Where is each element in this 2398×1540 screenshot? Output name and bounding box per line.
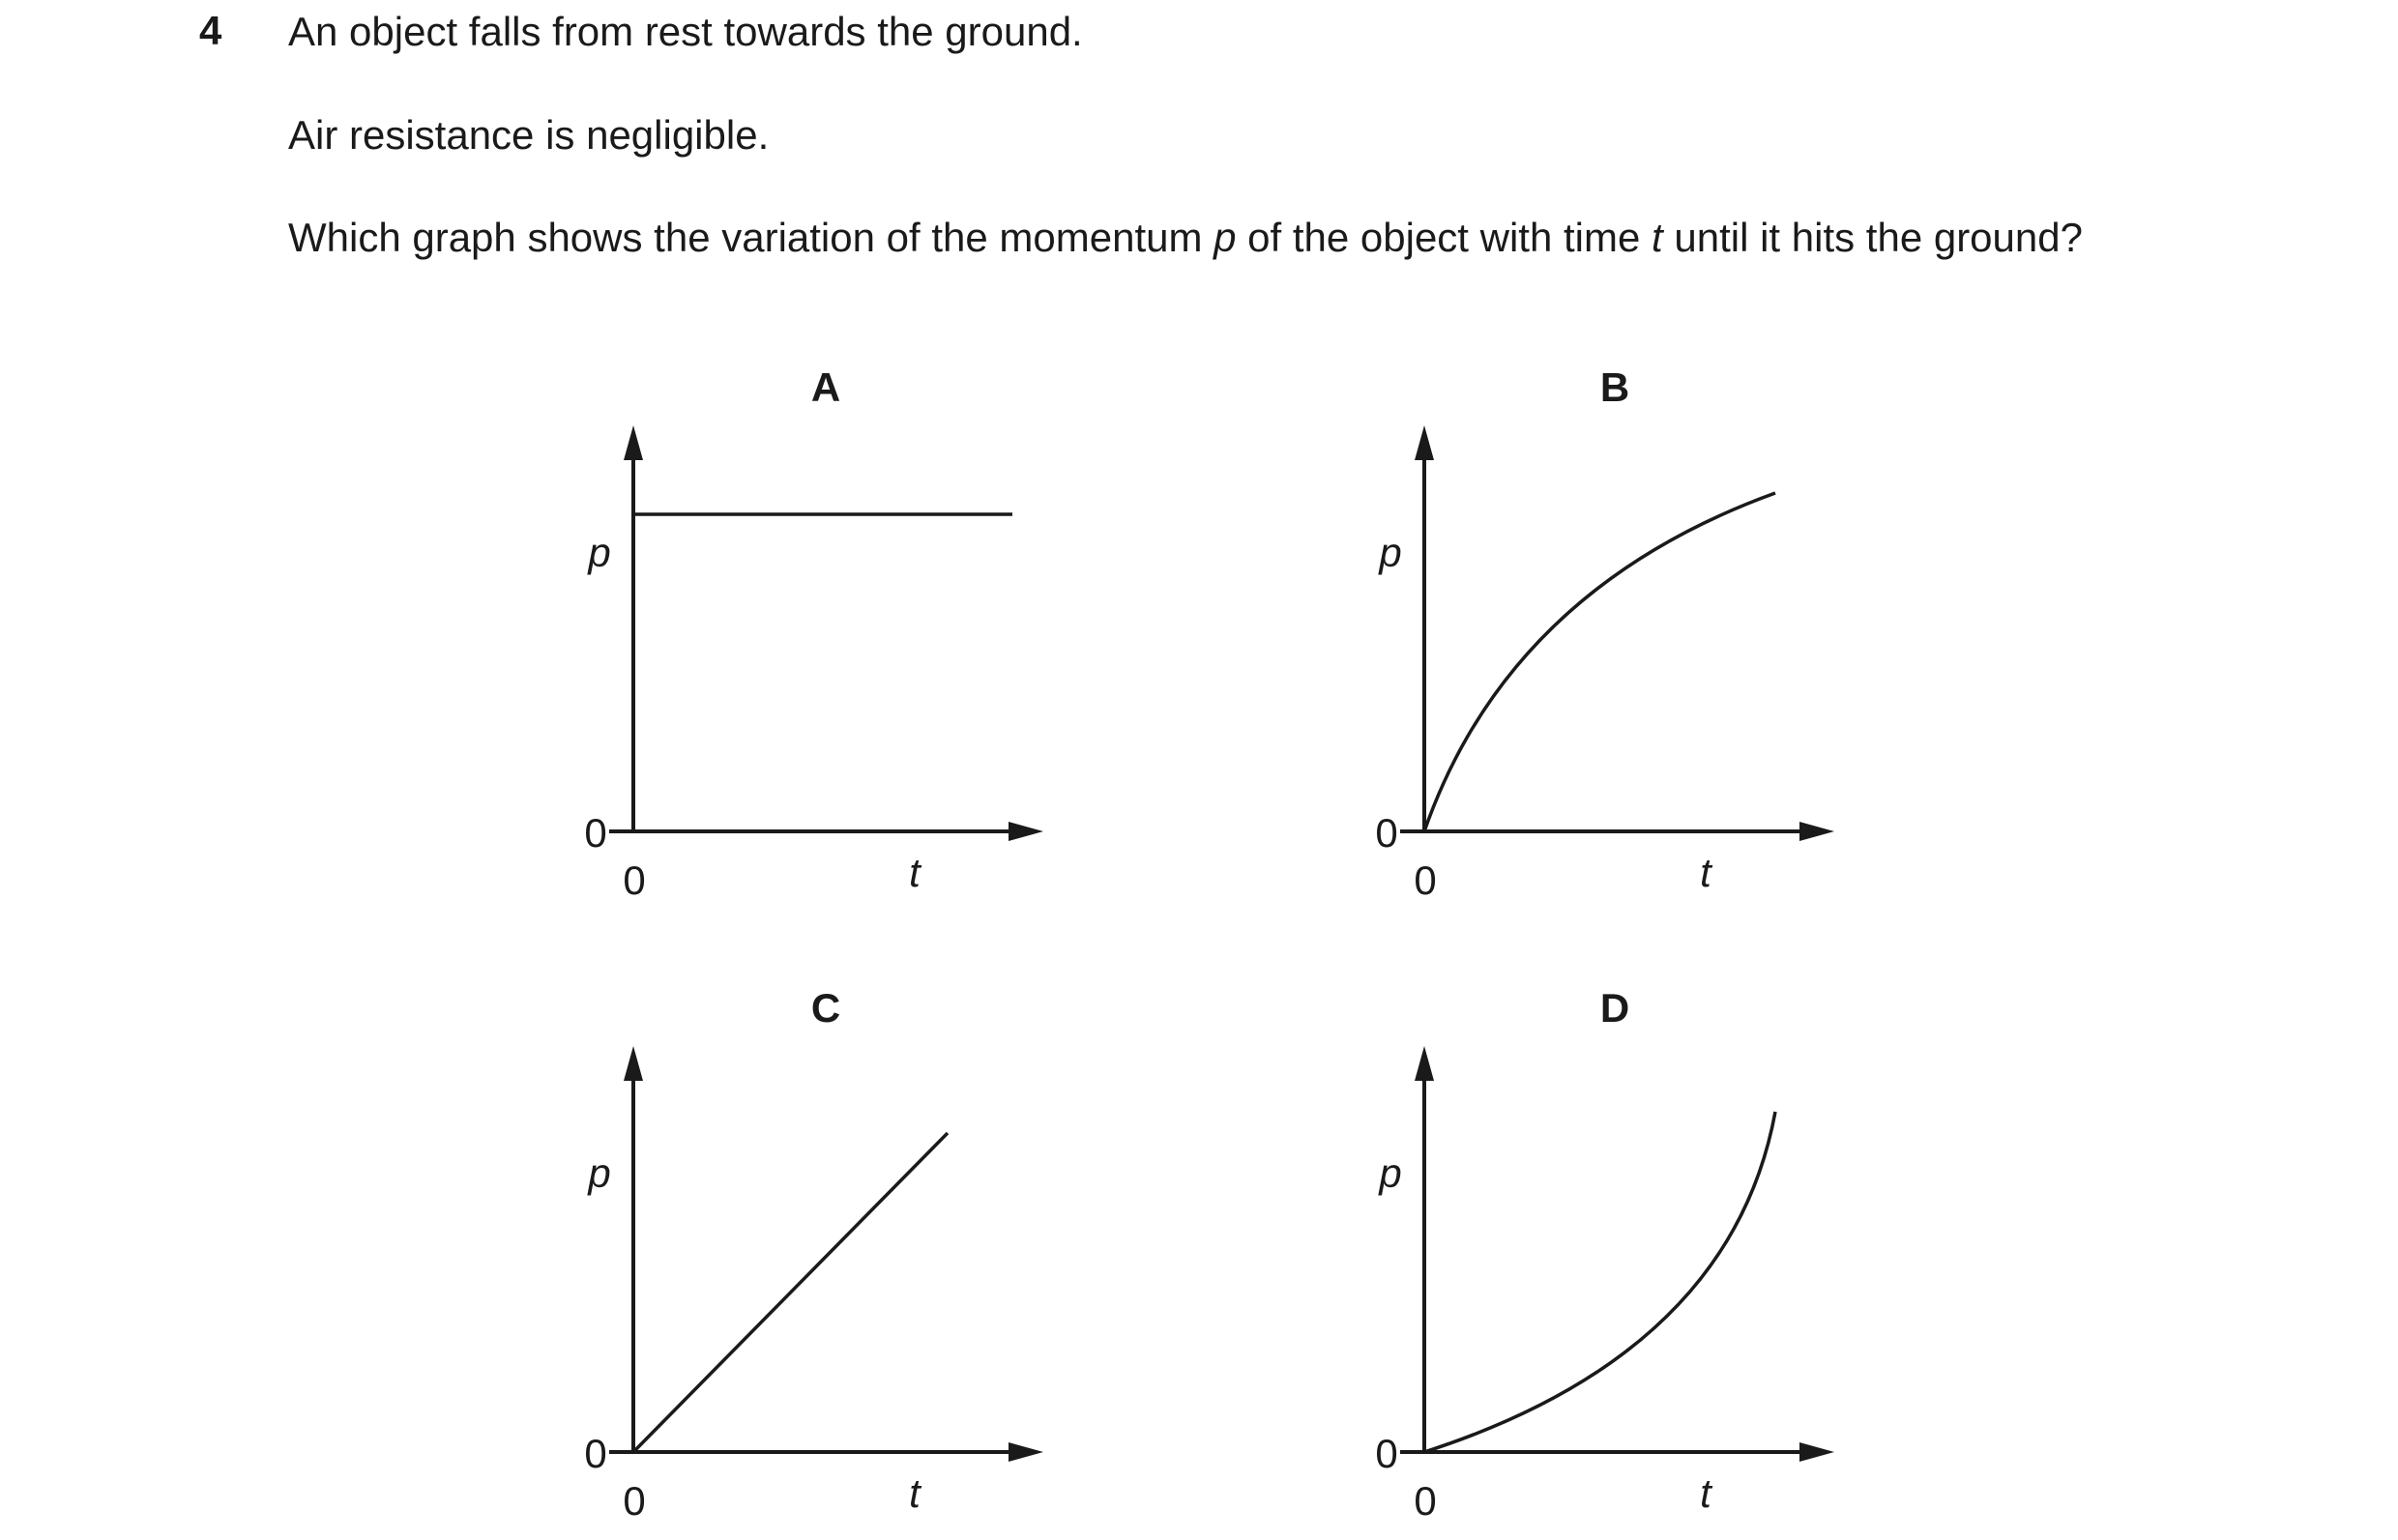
question-condition: Air resistance is negligible. bbox=[288, 112, 770, 158]
x-zero-label: 0 bbox=[1414, 1478, 1437, 1524]
prompt-symbol-t: t bbox=[1652, 215, 1663, 260]
x-axis-arrow bbox=[1009, 1442, 1043, 1462]
prompt-text-3: until it hits the ground? bbox=[1662, 215, 2083, 260]
y-axis-arrow bbox=[1415, 1046, 1434, 1081]
y-zero-label: 0 bbox=[1375, 1431, 1398, 1476]
momentum-curve bbox=[1424, 1112, 1775, 1452]
x-zero-label: 0 bbox=[623, 1478, 646, 1524]
x-zero-label: 0 bbox=[623, 857, 646, 903]
momentum-curve bbox=[1424, 493, 1775, 831]
option-label-b: B bbox=[1599, 364, 1630, 410]
x-axis-label: t bbox=[909, 1470, 921, 1516]
x-axis-label: t bbox=[1700, 850, 1711, 895]
y-axis-label: p bbox=[1379, 530, 1402, 575]
y-zero-label: 0 bbox=[584, 810, 607, 856]
y-axis-arrow bbox=[624, 425, 643, 460]
graph-b[interactable] bbox=[1375, 364, 1834, 903]
prompt-symbol-p: p bbox=[1214, 215, 1237, 260]
prompt-text-1: Which graph shows the variation of the momentum bbox=[288, 215, 1214, 260]
option-label-d: D bbox=[1599, 985, 1630, 1031]
option-label-a: A bbox=[810, 364, 841, 410]
y-axis-label: p bbox=[588, 530, 611, 575]
momentum-line bbox=[633, 1133, 948, 1452]
y-axis-label: p bbox=[588, 1150, 611, 1196]
x-axis-arrow bbox=[1799, 1442, 1834, 1462]
y-axis-arrow bbox=[624, 1046, 643, 1081]
y-zero-label: 0 bbox=[584, 1431, 607, 1476]
y-axis-arrow bbox=[1415, 425, 1434, 460]
prompt-text-2: of the object with time bbox=[1236, 215, 1652, 260]
x-axis-label: t bbox=[909, 850, 921, 895]
question-statement: An object falls from rest towards the ground. bbox=[288, 9, 1083, 54]
y-axis-label: p bbox=[1379, 1150, 1402, 1196]
option-label-c: C bbox=[810, 985, 841, 1031]
x-axis-label: t bbox=[1700, 1470, 1711, 1516]
graph-a[interactable] bbox=[584, 364, 1043, 903]
x-zero-label: 0 bbox=[1414, 857, 1437, 903]
x-axis-arrow bbox=[1799, 822, 1834, 841]
question-number: 4 bbox=[199, 8, 222, 53]
graph-d[interactable] bbox=[1375, 985, 1834, 1524]
graph-c[interactable] bbox=[584, 985, 1043, 1524]
x-axis-arrow bbox=[1009, 822, 1043, 841]
y-zero-label: 0 bbox=[1375, 810, 1398, 856]
